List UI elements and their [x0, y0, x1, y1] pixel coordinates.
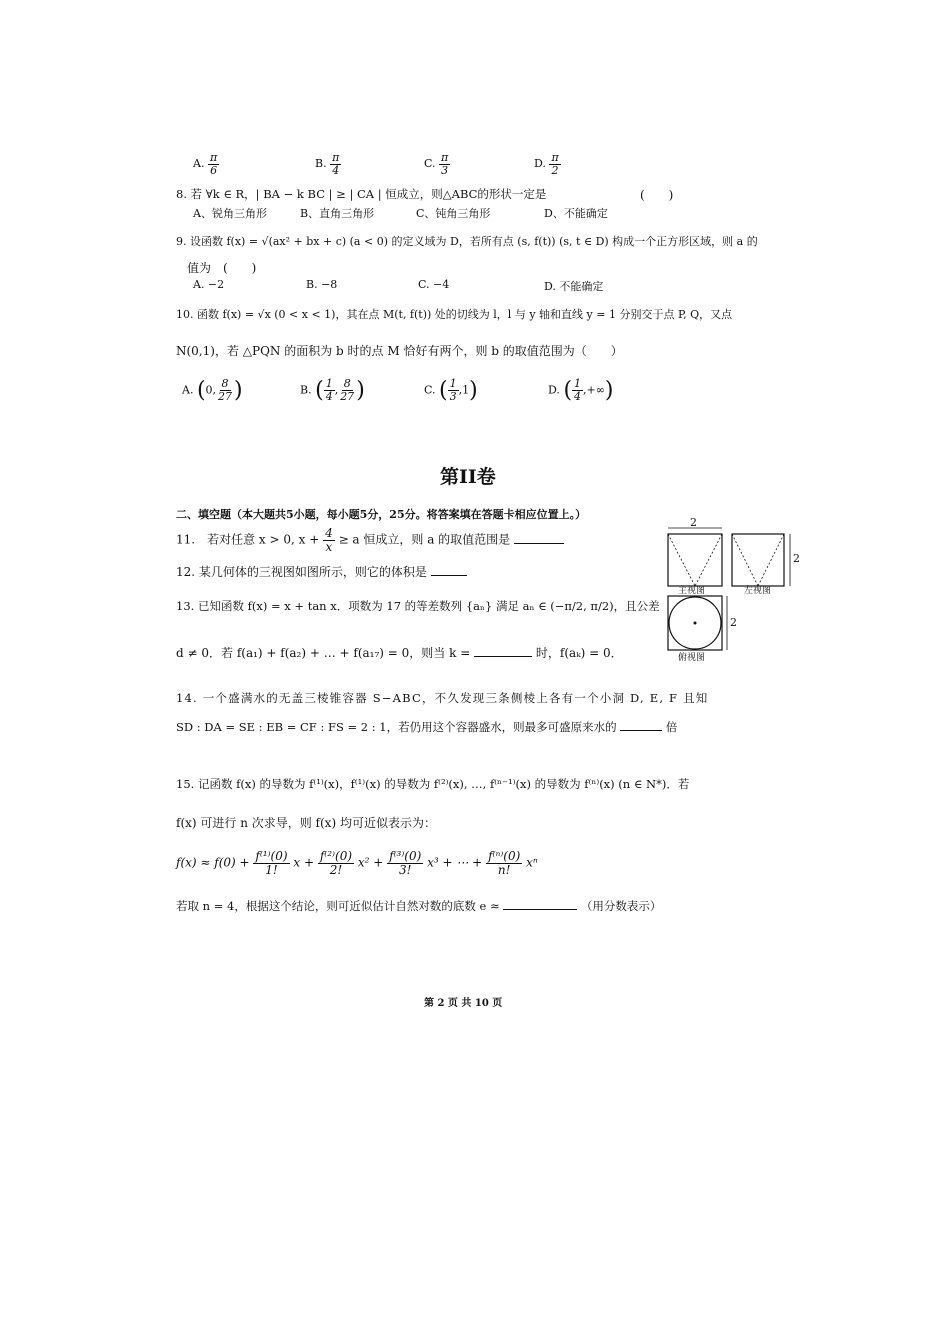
q15-term2-x: x² +	[357, 855, 384, 870]
q15-line4	[176, 898, 661, 914]
q10-d-open-paren: (	[563, 378, 573, 403]
q10-b-open-paren: (	[315, 378, 324, 403]
q14-answer-blank[interactable]	[620, 719, 662, 731]
side-view-dashed-left	[732, 534, 758, 586]
side-view-dashed-right	[758, 534, 784, 586]
q15-term3	[387, 850, 423, 876]
q7-option-c-fraction	[439, 152, 450, 176]
q12-answer-blank[interactable]	[431, 564, 467, 576]
q10-option-a-label: A.	[182, 383, 194, 397]
q10-c-fraction	[448, 378, 459, 402]
q14-line1: 14. 一个盛满水的无盖三棱锥容器 S−ABC，不久发现三条侧棱上各有一个小洞 D, E, F 且知	[176, 691, 709, 705]
q7-option-b-fraction	[330, 152, 341, 176]
q7-option-c	[424, 152, 450, 176]
q10-d-right: ,+∞	[583, 383, 605, 397]
q10-option-b-label: B.	[300, 383, 312, 397]
q10-option-d-label: D.	[548, 383, 560, 397]
top-view-center-dot	[694, 622, 697, 625]
q15-term1	[253, 850, 289, 876]
q15-term-n-den: n!	[497, 862, 511, 877]
q15-term2-num: f⁽²⁾(0)	[319, 849, 353, 863]
q11	[176, 527, 564, 553]
top-view-caption: 俯视图	[678, 653, 706, 663]
q7-option-a-fraction	[208, 152, 219, 176]
q15-formula-lhs: f(x) ≈ f(0) +	[176, 855, 250, 870]
q10-d-close-paren: )	[604, 378, 614, 403]
q14-line2-pre: SD : DA = SE : EB = CF : FS = 2 : 1，若仍用这个容器盛水，则最多可盛原来水的	[176, 720, 617, 734]
q10-a-num: 8	[221, 377, 229, 391]
q10-d-num: 1	[574, 377, 582, 391]
q10-b-den1: 4	[325, 390, 333, 403]
front-view-square	[668, 534, 722, 586]
q7-a-den: 6	[210, 163, 218, 177]
q13-line2-post: 时，f(aₖ) = 0．	[535, 646, 623, 660]
q8-option-c: C、钝角三角形	[416, 207, 491, 220]
q9-option-d: D. 不能确定	[544, 280, 604, 293]
width-label: 2	[690, 516, 697, 529]
q10-c-open-paren: (	[439, 378, 448, 403]
q15-term3-den: 3!	[398, 862, 412, 877]
q10-stem: 10. 函数 f(x) = √x (0 < x < 1)，其在点 M(t, f(t)) 处的切线为 l，l 与 y 轴和直线 y = 1 分别交于点 P, Q，又点	[176, 308, 733, 321]
q7-b-den: 4	[332, 163, 340, 177]
q11-fraction	[323, 527, 335, 553]
q10-c-num: 1	[449, 377, 457, 391]
q10-option-b: B. ( $\frac{1}{4}$ , $\frac{8}{27}$ )	[300, 377, 365, 403]
q10-d-fraction	[572, 378, 583, 402]
q7-d-num: π	[551, 151, 559, 164]
q8-option-b: B、直角三角形	[300, 207, 375, 220]
q15-line2: f(x) 可进行 n 次求导，则 f(x) 均可近似表示为：	[176, 816, 436, 830]
q15-term-n-num: f⁽ⁿ⁾(0)	[488, 849, 521, 863]
q12-text: 12. 某几何体的三视图如图所示，则它的体积是	[176, 565, 427, 579]
q13-line2	[176, 644, 623, 661]
front-view-caption: 主视图	[678, 586, 706, 596]
q7-option-b	[315, 152, 341, 176]
front-view-dashed-left	[668, 534, 695, 586]
q15-answer-blank[interactable]	[503, 898, 577, 910]
q11-answer-blank[interactable]	[514, 532, 564, 544]
q8-answer-paren: ( )	[640, 188, 674, 202]
q7-option-d-fraction	[549, 152, 560, 176]
q15-line4-pre: 若取 n = 4，根据这个结论，则可近似估计自然对数的底数 e ≈	[176, 899, 500, 913]
q10-b-num2: 8	[343, 377, 351, 391]
q15-term2	[318, 850, 354, 876]
q8-stem: 8. 若 ∀k ∈ R，| BA − k BC | ≥ | CA | 恒成立，则△ABC的形状一定是	[176, 187, 547, 201]
q7-d-den: 2	[551, 163, 559, 177]
q10-option-a	[182, 378, 243, 403]
q10-b-fraction-1	[324, 378, 335, 402]
q7-b-num: π	[332, 151, 340, 164]
q10-d-den: 4	[574, 390, 582, 403]
q15-term-n	[486, 850, 522, 876]
q10-stem-continued: N(0,1)，若 △PQN 的面积为 b 时的点 M 恰好有两个，则 b 的取值范围为（ ）	[176, 344, 623, 358]
q7-option-d	[534, 152, 561, 176]
q11-post: ≥ a 恒成立，则 a 的取值范围是	[338, 532, 511, 547]
q11-num: 4	[325, 526, 333, 540]
part-ii-title: 第II卷	[440, 466, 496, 488]
q10-a-fraction	[216, 378, 234, 402]
q10-c-close-paren: )	[469, 378, 478, 403]
q11-den: x	[325, 539, 333, 554]
q10-option-c-label: C.	[424, 383, 436, 397]
q15-line4-post: （用分数表示）	[580, 899, 662, 913]
q9-option-b: B. −8	[306, 278, 338, 291]
q13-line1: 13. 已知函数 f(x) = x + tan x．项数为 17 的等差数列 {aₙ} 满足 aₙ ∈ (−π/2, π/2)，且公差	[176, 599, 660, 613]
q9-option-c: C. −4	[418, 278, 450, 291]
q10-option-d	[548, 378, 614, 403]
section-fill-in-header: 二、填空题（本大题共5小题，每小题5分，25分。将答案填在答题卡相应位置上。）	[176, 508, 587, 521]
q13-answer-blank[interactable]	[474, 645, 532, 657]
q10-a-den: 27	[218, 390, 233, 403]
q12	[176, 563, 467, 580]
q14-line2	[176, 719, 677, 735]
q11-pre: 11. 若对任意 x > 0, x +	[176, 532, 320, 547]
q7-option-d-label: D.	[534, 157, 546, 171]
q15-term1-num: f⁽¹⁾(0)	[255, 849, 288, 863]
q7-c-num: π	[441, 151, 449, 164]
q8-option-d: D、不能确定	[544, 207, 608, 220]
circle-dimension-label: 2	[730, 616, 737, 629]
q7-option-b-label: B.	[315, 157, 327, 171]
q9-stem-continued: 值为 ( )	[187, 261, 257, 275]
q7-option-a	[193, 152, 219, 176]
q15-term3-num: f⁽³⁾(0)	[389, 849, 422, 863]
q9-stem: 9. 设函数 f(x) = √(ax² + bx + c) (a < 0) 的定义域为 D，若所有点 (s, f(t)) (s, t ∈ D) 构成一个正方形区域，则 a 的	[176, 235, 758, 248]
q10-a-open-paren: (	[196, 378, 206, 403]
page-footer: 第 2 页 共 10 页	[424, 998, 503, 1009]
q7-a-num: π	[209, 151, 218, 164]
q10-b-den2: 27	[340, 390, 355, 403]
q15-term1-x: x +	[293, 855, 315, 870]
q10-c-den: 3	[449, 390, 457, 403]
q8-option-a: A、锐角三角形	[193, 207, 267, 220]
q10-a-close-paren: )	[234, 378, 243, 403]
q10-option-c	[424, 378, 478, 403]
side-view-square	[732, 534, 784, 586]
q15-term1-den: 1!	[265, 862, 278, 877]
q10-b-close-paren: )	[356, 378, 365, 403]
q7-option-a-label: A.	[193, 157, 205, 171]
q10-b-num1: 1	[325, 377, 333, 391]
q9-option-a: A. −2	[193, 278, 225, 291]
front-view-dashed-right	[695, 534, 722, 586]
q10-a-left: 0,	[205, 383, 217, 397]
q15-term2-den: 2!	[329, 862, 343, 877]
q13-line2-pre: d ≠ 0．若 f(a₁) + f(a₂) + … + f(a₁₇) = 0，则当 k =	[176, 646, 471, 660]
q15-term-n-x: xⁿ	[526, 855, 538, 870]
q7-option-c-label: C.	[424, 157, 436, 171]
side-view-caption: 左视图	[744, 586, 772, 596]
q15-line1: 15. 记函数 f(x) 的导数为 f⁽¹⁾(x)，f⁽¹⁾(x) 的导数为 f⁽²⁾(x), …, f⁽ⁿ⁻¹⁾(x) 的导数为 f⁽ⁿ⁾(x) (n ∈ N*)．若	[176, 777, 690, 791]
q10-c-right: ,1	[458, 383, 470, 397]
q10-b-fraction-2	[338, 378, 356, 402]
height-label: 2	[793, 552, 800, 565]
q7-c-den: 3	[441, 163, 449, 177]
q15-formula	[176, 850, 538, 876]
three-view-figure	[664, 516, 804, 663]
q15-term3-x: x³ + ⋯ +	[427, 855, 483, 870]
q14-line2-post: 倍	[665, 720, 678, 734]
